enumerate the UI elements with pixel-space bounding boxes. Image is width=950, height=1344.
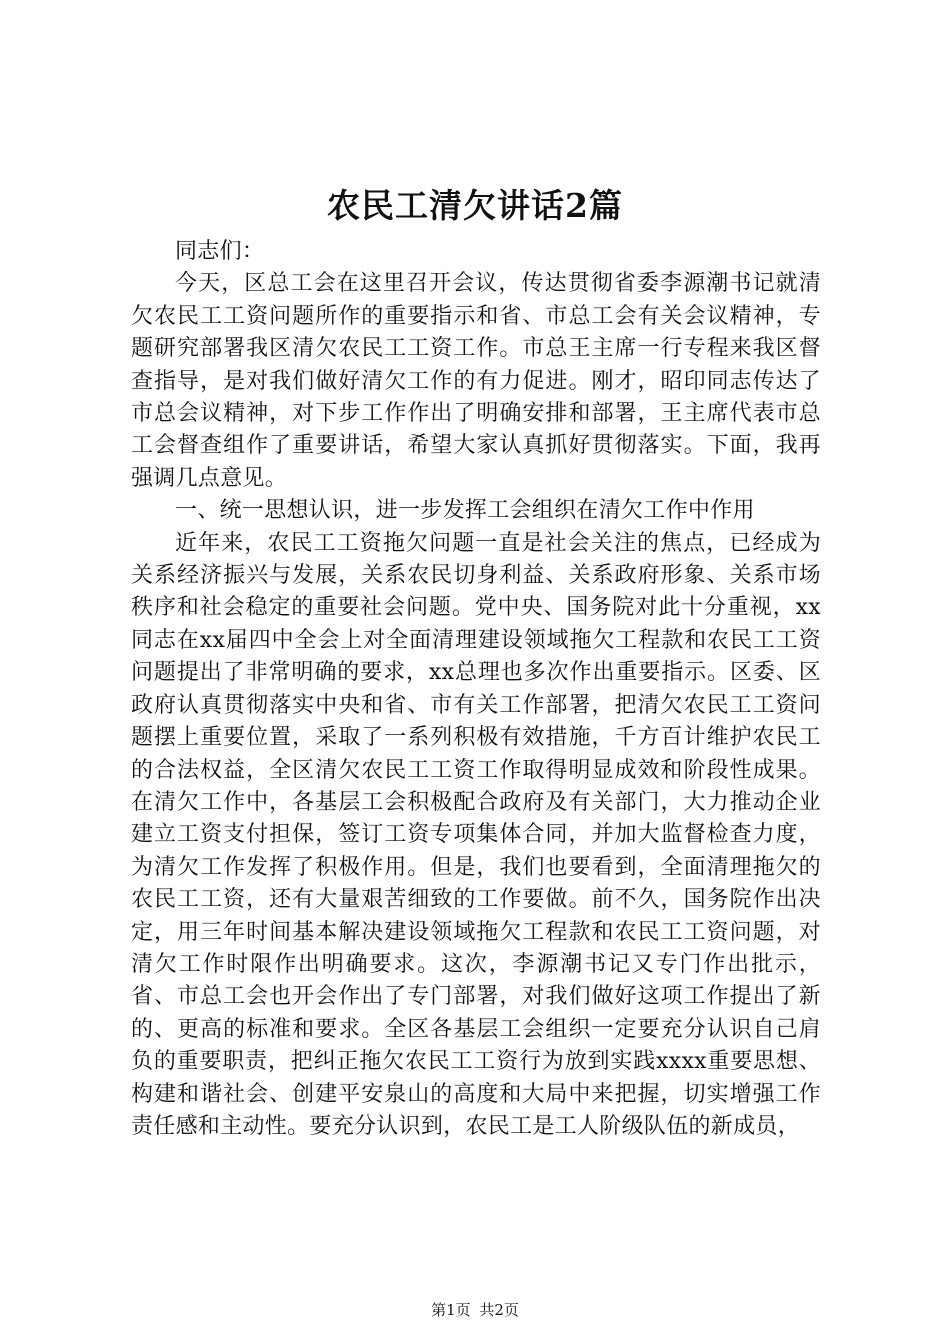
section-heading-paragraph: 一、统一思想认识，进一步发挥工会组织在清欠工作中作用 bbox=[175, 498, 755, 524]
document-title: 农民工清欠讲话2篇 bbox=[327, 186, 623, 225]
intro-paragraph: 今天，区总工会在这里召开会议，传达贯彻省委李源潮书记就清欠农民工工资问题所作的重要指示和省、市总工会有关会议精神，专题研究部署我区清欠农民工工资工作。市总王主席一行专程来我区督查指导，是对我们做好清欠工作的有力促进。刚才，昭印同志传达了市总会议精神，对下步工作作出了明确安排和部署，王主席代表市总工会督查组作了重要讲话，希望大家认真抓好贯彻落实。下面，我再强调几点意见。 bbox=[131, 271, 821, 491]
page-total: 共2页 bbox=[479, 1301, 519, 1319]
body-paragraph: 近年来，农民工工资拖欠问题一直是社会关注的焦点，已经成为关系经济振兴与发展，关系农民切身利益、关系政府形象、关系市场秩序和社会稳定的重要社会问题。党中央、国务院对此十分重视，xx同志在xx届四中全会上对全面清理建设领域拖欠工程款和农民工工资问题提出了非常明确的要求，xx总理也多次作出重要指示。区委、区政府认真贯彻落实中央和省、市有关工作部署，把清欠农民工工资问题摆上重要位置，采取了一系列积极有效措施，千方百计维护农民工的合法权益，全区清欠农民工工资工作取得明显成效和阶段性成果。在清欠工作中，各基层工会积极配合政府及有关部门，大力推动企业建立工资支付担保，签订工资专项集体合同，并加大监督检查力度，为清欠工作发挥了积极作用。但是，我们也要看到，全面清理拖欠的农民工工资，还有大量艰苦细致的工作要做。前不久，国务院作出决定，用三年时间基本解决建设领域拖欠工程款和农民工工资问题，对清欠工作时限作出明确要求。这次，李源潮书记又专门作出批示，省、市总工会也开会作出了专门部署，对我们做好这项工作提出了新的、更高的标准和要求。全区各基层工会组织一定要充分认识自己肩负的重要职责，把纠正拖欠农民工工资行为放到实践xxxx重要思想、构建和谐社会、创建平安泉山的高度和大局中来把握，切实增强工作责任感和主动性。要充分认识到，农民工是工人阶级队伍的新成员， bbox=[131, 530, 821, 1139]
document-body bbox=[131, 236, 821, 1143]
page-footer bbox=[0, 1300, 950, 1320]
page-number: 第1页 bbox=[431, 1301, 471, 1319]
salutation-paragraph: 同志们： bbox=[175, 239, 265, 264]
